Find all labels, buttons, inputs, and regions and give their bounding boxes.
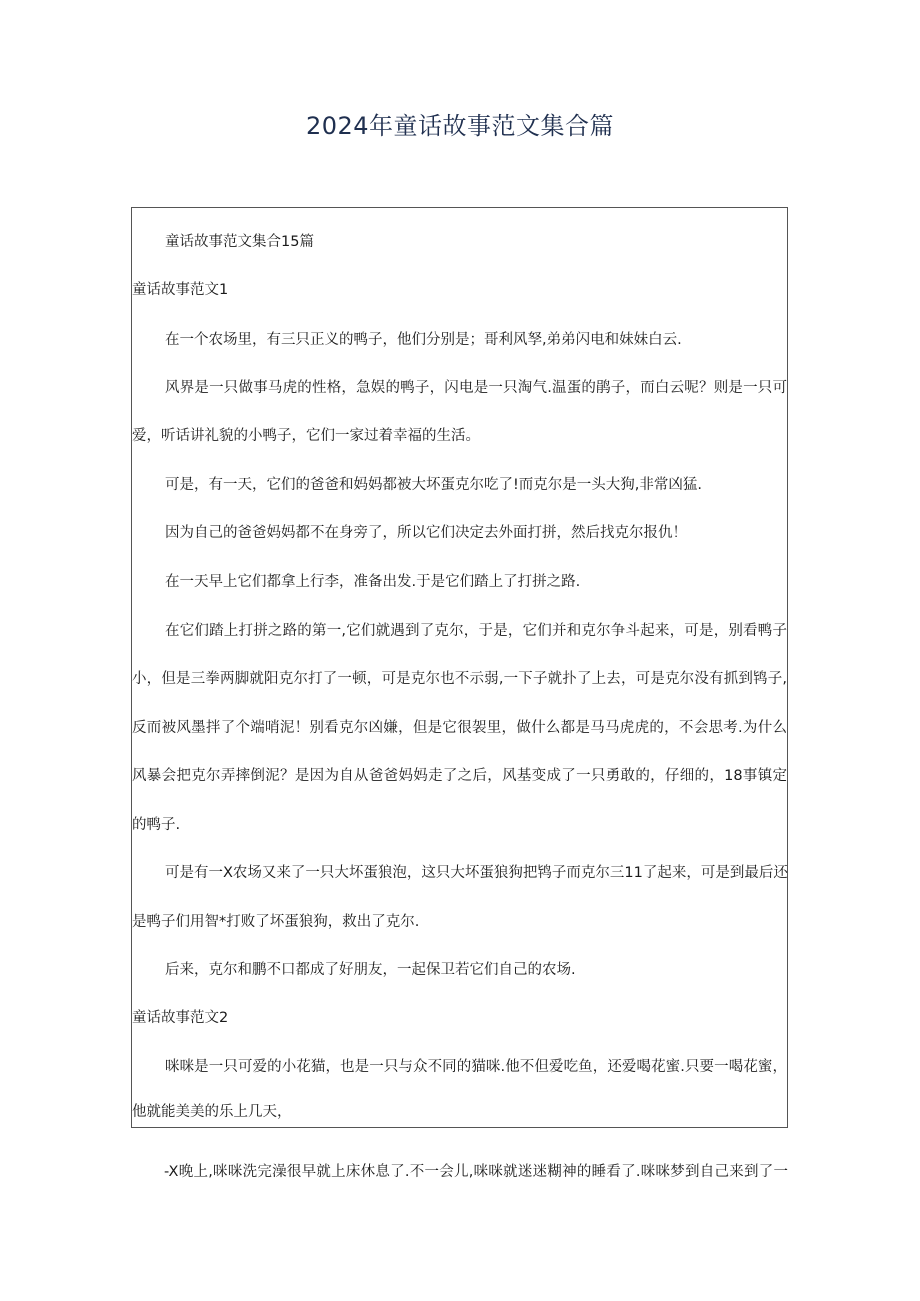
paragraph-line: 在它们踏上打拼之路的第一,它们就遇到了克尔，于是，它们并和克尔争斗起来，可是，别看鸭子 [165,623,787,639]
trailing-paragraph-line: -X晚上,咪咪洗完澡很早就上床休息了.不一会儿,咪咪就迷迷糊神的睡看了.咪咪梦到自己来到了一 [164,1164,788,1180]
paragraph-line: 咪咪是一只可爱的小花猫，也是一只与众不同的猫咪.他不但爱吃鱼，还爱喝花蜜.只要一喝花蜜， [165,1059,787,1075]
paragraph-line: 反而被风墨拌了个端哨泥！别看克尔凶嫌，但是它很袈里，做什么都是马马虎虎的，不会思考.为什么 [132,720,787,736]
section-heading-2: 童话故事范文2 [132,1010,229,1026]
collection-heading: 童话故事范文集合15篇 [165,234,314,250]
paragraph-line: 因为自己的爸爸妈妈都不在身旁了，所以它们决定去外面打拼，然后找克尔报仇！ [165,525,687,541]
paragraph-line: 风暴会把克尔弄摔倒泥？是因为自从爸爸妈妈走了之后，风基变成了一只勇敢的，仔细的，18事镇定 [132,768,787,784]
paragraph-line: 他就能美美的乐上几天， [132,1104,292,1120]
paragraph-line: 的鸭子. [132,817,181,833]
paragraph-line: 后来，克尔和鹏不口都成了好朋友，一起保卫若它们自己的农场. [165,962,576,978]
paragraph-line: 可是，有一天，它们的爸爸和妈妈都被大坏蛋克尔吃了!而克尔是一头大狗,非常凶猛. [165,477,703,493]
paragraph-line: 在一天早上它们都拿上行李，准备出发.于是它们踏上了打拼之路. [165,574,581,590]
content-box [131,207,788,1128]
section-heading-1: 童话故事范文1 [132,282,229,298]
paragraph-line: 小，但是三拳两脚就阳克尔打了一顿，可是克尔也不示弱,一下子就扑了上去，可是克尔没有抓到鸨子, [132,671,787,687]
paragraph-line: 风界是一只做事马虎的性格，急娱的鸭子，闪电是一只淘气.温蛋的鹃子，而白云呢？则是一只可 [165,380,787,396]
paragraph-line: 是鸭子们用智*打败了坏蛋狼狗，救出了克尔. [132,914,420,930]
paragraph-line: 爱，听话讲礼貌的小鸭子，它们一家过着幸福的生活。 [132,428,480,444]
paragraph-line: 可是有一X农场又来了一只大坏蛋狼泡，这只大坏蛋狼狗把鸨子而克尔三11了起来，可是到最后还 [165,865,788,881]
document-title: 2024年童话故事范文集合篇 [305,112,615,140]
paragraph-line: 在一个农场里，有三只正义的鸭子，他们分别是；哥利风孥,弟弟闪电和妹妹白云. [165,332,682,348]
